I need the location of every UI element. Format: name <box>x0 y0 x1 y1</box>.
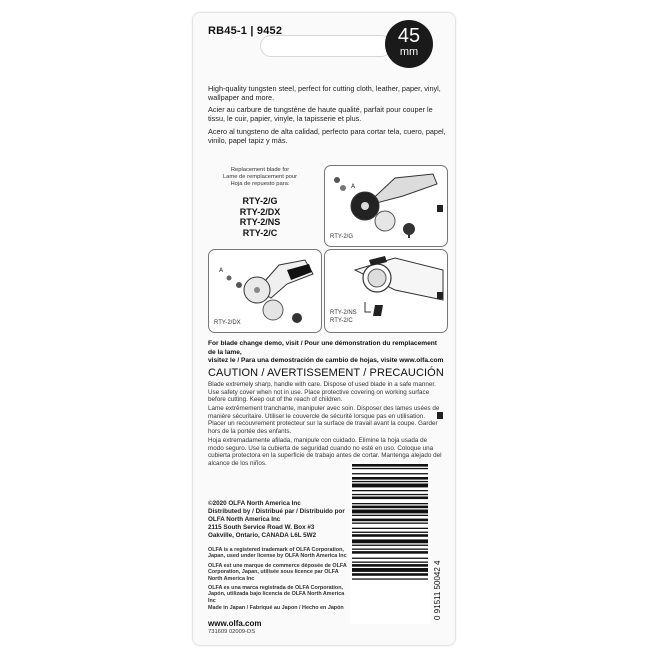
hang-hole <box>260 35 392 57</box>
caution-text-en: Blade extremely sharp, handle with care. Dispose of used blade in a safe manner. Use safety cover when not in use. Place protective covering on working surface before cutting. Keep out of the reach of children. <box>208 381 436 404</box>
replacement-text <box>200 167 320 188</box>
barcode-digits: 0 91511 50042 4 <box>433 560 442 620</box>
barcode-bar <box>352 558 428 559</box>
barcode <box>350 462 430 624</box>
barcode-bar <box>352 568 428 572</box>
replacement-line-fr: Lame de remplacement pour <box>222 174 298 180</box>
barcode-bar <box>352 497 428 500</box>
barcode-bar <box>352 551 428 554</box>
size-number: 45 <box>397 25 421 47</box>
made-in: Made in Japan / Fabriqué au Japon / Hecho en Japón <box>208 605 344 611</box>
barcode-bar <box>352 573 428 576</box>
barcode-bar <box>352 528 428 529</box>
illustration-rty-2ns-c <box>324 249 448 333</box>
svg-text:A: A <box>351 183 356 190</box>
illustration-label: RTY-2/NS <box>330 310 357 316</box>
barcode-bar <box>352 506 428 509</box>
trademark-es: OLFA es una marca registrada de OLFA Corporation, Japón, utilizada bajo licencia de OLFA North America Inc <box>208 585 345 604</box>
illustration-rty-2dx <box>208 249 322 333</box>
barcode-bar <box>352 510 428 514</box>
card-side-mark <box>437 292 443 299</box>
distributor-label: Distributed by / Distribué par / Distribuido por <box>208 508 345 515</box>
barcode-bar <box>352 549 428 550</box>
barcode-bar <box>352 519 428 522</box>
size-unit: mm <box>399 46 419 58</box>
caution-text-fr: Lame extrêmement tranchante, manipuler avec soin. Disposer des lames usées de manière sécuritaire. Utiliser le couvercle de sécurité lorsque pas en utilisation. Placer un recouvrement protecteur sur la surface de travail avant la coupe. Garder hors de la portée des enfants. <box>208 405 440 435</box>
trademark-fr: OLFA est une marque de commerce déposée de OLFA Corporation, Japan, utilisée sous licence par OLFA North America Inc <box>208 563 347 582</box>
description-es: Acero al tungsteno de alta calidad, perfecto para cortar tela, cuero, papel, vinilo, papel tapiz y más. <box>208 127 446 145</box>
barcode-bar <box>352 473 428 474</box>
replacement-line-en: Replacement blade for <box>230 167 290 173</box>
barcode-bar <box>352 562 428 563</box>
print-code: 731609 02009-DS <box>208 629 256 635</box>
description-fr: Acier au carbure de tungstène de haute qualité, parfait pour couper le tissu, le cuir, papier, vinyle, la tapisserie et plus. <box>208 105 433 123</box>
blade-change-demo <box>208 340 446 366</box>
caution-heading: CAUTION / AVERTISSEMENT / PRECAUCIÓN <box>208 367 444 379</box>
svg-text:A: A <box>219 267 224 274</box>
illustration-label: RTY-2/DX <box>214 320 241 326</box>
barcode-bar <box>352 564 428 567</box>
barcode-bar <box>352 532 428 533</box>
model-item: RTY-2/C <box>242 227 278 238</box>
barcode-bar <box>352 523 428 524</box>
caution-text-es: Hoja extremadamente afilada, manipule con cuidado. Elimine la hoja usada de modo seguro. Use la cubierta de seguridad cuando no esté en uso. Coloque una cubierta protectora en la superficie de trabajo antes de cortar. Mantenga alejado del alcance de los niños. <box>208 437 442 467</box>
barcode-bar <box>352 578 428 579</box>
distributor-name: OLFA North America Inc <box>208 516 281 523</box>
illustration-label: RTY-2/C <box>330 318 353 324</box>
barcode-bar <box>352 539 428 543</box>
model-item: RTY-2/NS <box>239 217 281 227</box>
address-line-2: Oakville, Ontario, CANADA L6L 5W2 <box>208 532 317 539</box>
barcode-bar <box>352 468 428 469</box>
barcode-bar <box>352 481 428 482</box>
blade-size-badge <box>385 20 433 68</box>
illustration-rty-2g <box>324 165 448 247</box>
trademark-en: OLFA is a registered trademark of OLFA Corporation, Japan, used under license by OLFA North America Inc <box>208 547 347 560</box>
barcode-bar <box>352 490 428 491</box>
model-item: RTY-2/G <box>242 196 278 206</box>
demo-line-1: For blade change demo, visit / Pour une démonstration du remplacement de la lame, <box>208 340 437 356</box>
barcode-bars <box>350 462 430 624</box>
barcode-bar <box>352 494 428 495</box>
barcode-bar <box>352 515 428 516</box>
barcode-bar <box>352 477 428 480</box>
barcode-bar <box>352 534 428 537</box>
address-line-1: 2115 South Service Road W. Box #3 <box>208 524 315 531</box>
model-item: RTY-2/DX <box>239 206 281 217</box>
barcode-bar <box>352 545 428 546</box>
description-en: High-quality tungsten steel, perfect for cutting cloth, leather, paper, vinyl, wallpaper and more. <box>208 84 441 102</box>
compatible-models <box>200 196 320 238</box>
card-side-mark <box>437 205 443 212</box>
replacement-line-es: Hoja de repuesto para: <box>230 181 290 187</box>
barcode-bar <box>352 503 428 504</box>
barcode-bar <box>352 464 428 467</box>
copyright: ©2020 OLFA North America Inc <box>208 500 301 507</box>
illustration-label: RTY-2/G <box>330 234 354 240</box>
card-side-mark <box>437 412 443 419</box>
demo-line-2: visitez le / Para una demostración de cambio de hojas, visite www.olfa.com <box>208 357 444 364</box>
barcode-bar <box>352 484 428 488</box>
product-codes: RB45-1 | 9452 <box>208 25 283 37</box>
website: www.olfa.com <box>208 619 262 628</box>
